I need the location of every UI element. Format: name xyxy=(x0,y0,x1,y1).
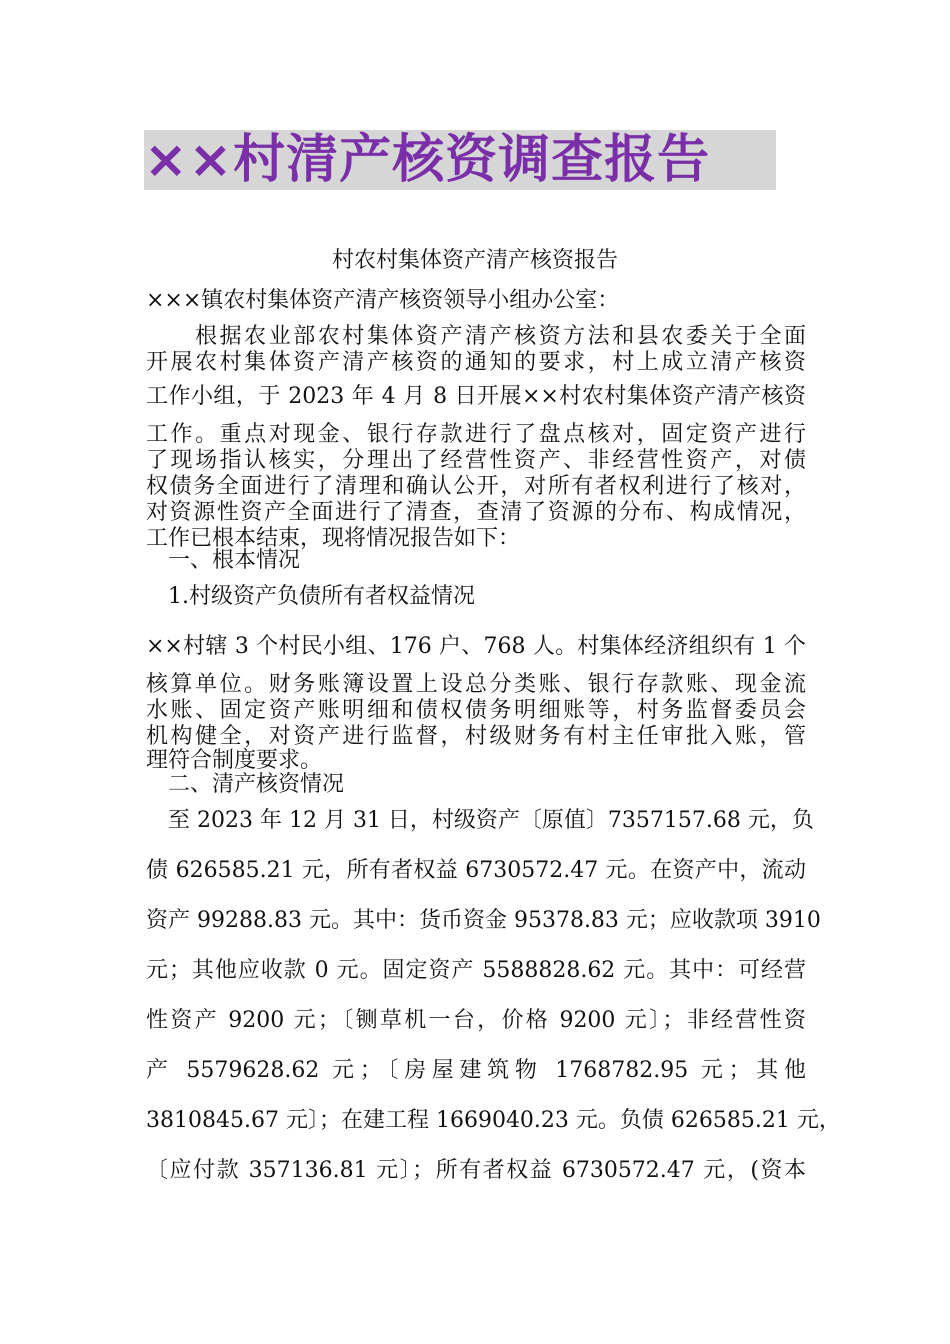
paragraph-line: 元；其他应收款 0 元。固定资产 5588828.62 元。其中：可经营 xyxy=(146,958,806,983)
paragraph-line: 工作。重点对现金、银行存款进行了盘点核对，固定资产进行 xyxy=(146,422,806,447)
paragraph-line: 债 626585.21 元，所有者权益 6730572.47 元。在资产中，流动 xyxy=(146,858,806,883)
paragraph-line: 〔应付款 357136.81 元〕；所有者权益 6730572.47 元，(资本 xyxy=(146,1158,806,1183)
paragraph-line: ××村辖 3 个村民小组、176 户、768 人。村集体经济组织有 1 个 xyxy=(146,634,806,659)
section-heading: 一、根本情况 xyxy=(146,548,301,573)
paragraph-line: 对资源性资产全面进行了清查，查清了资源的分布、构成情况， xyxy=(146,500,806,525)
paragraph-line: 水账、固定资产账明细和债权债务明细账等，村务监督委员会 xyxy=(146,698,806,723)
paragraph-line: 理符合制度要求。 xyxy=(146,748,323,773)
paragraph-line: 3810845.67 元〕；在建工程 1669040.23 元。负债 626585.21 元， xyxy=(146,1108,841,1133)
paragraph-line: 核算单位。财务账簿设置上设总分类账、银行存款账、现金流 xyxy=(146,672,806,697)
paragraph-line: 根据农业部农村集体资产清产核资方法和县农委关于全面 xyxy=(146,324,806,349)
document-title: ××村清产核资调查报告 xyxy=(144,130,776,190)
document-subtitle: 村农村集体资产清产核资报告 xyxy=(331,248,618,273)
paragraph-line: 了现场指认核实，分理出了经营性资产、非经营性资产，对债 xyxy=(146,448,806,473)
paragraph-line: 开展农村集体资产清产核资的通知的要求，村上成立清产核资 xyxy=(146,350,806,375)
paragraph-line: 权债务全面进行了清理和确认公开，对所有者权利进行了核对， xyxy=(146,474,806,499)
paragraph-line: 工作已根本结束，现将情况报告如下： xyxy=(146,526,521,551)
paragraph-line: 至 2023 年 12 月 31 日，村级资产〔原值〕7357157.68 元，负 xyxy=(146,808,814,833)
paragraph-line: 产 5579628.62 元；〔房屋建筑物 1768782.95 元；其他 xyxy=(146,1058,806,1083)
paragraph-line: 机构健全，对资产进行监督，村级财务有村主任审批入账，管 xyxy=(146,724,806,749)
paragraph-line: 性资产 9200 元；〔铡草机一台，价格 9200 元〕；非经营性资 xyxy=(146,1008,806,1033)
paragraph-line: 资产 99288.83 元。其中：货币资金 95378.83 元；应收款项 3910 xyxy=(146,908,821,933)
section-heading: 二、清产核资情况 xyxy=(146,772,345,797)
subsection-heading: 1.村级资产负债所有者权益情况 xyxy=(146,584,475,609)
paragraph-line: 工作小组，于 2023 年 4 月 8 日开展××村农村集体资产清产核资 xyxy=(146,384,806,409)
addressee: ×××镇农村集体资产清产核资领导小组办公室： xyxy=(146,288,620,313)
